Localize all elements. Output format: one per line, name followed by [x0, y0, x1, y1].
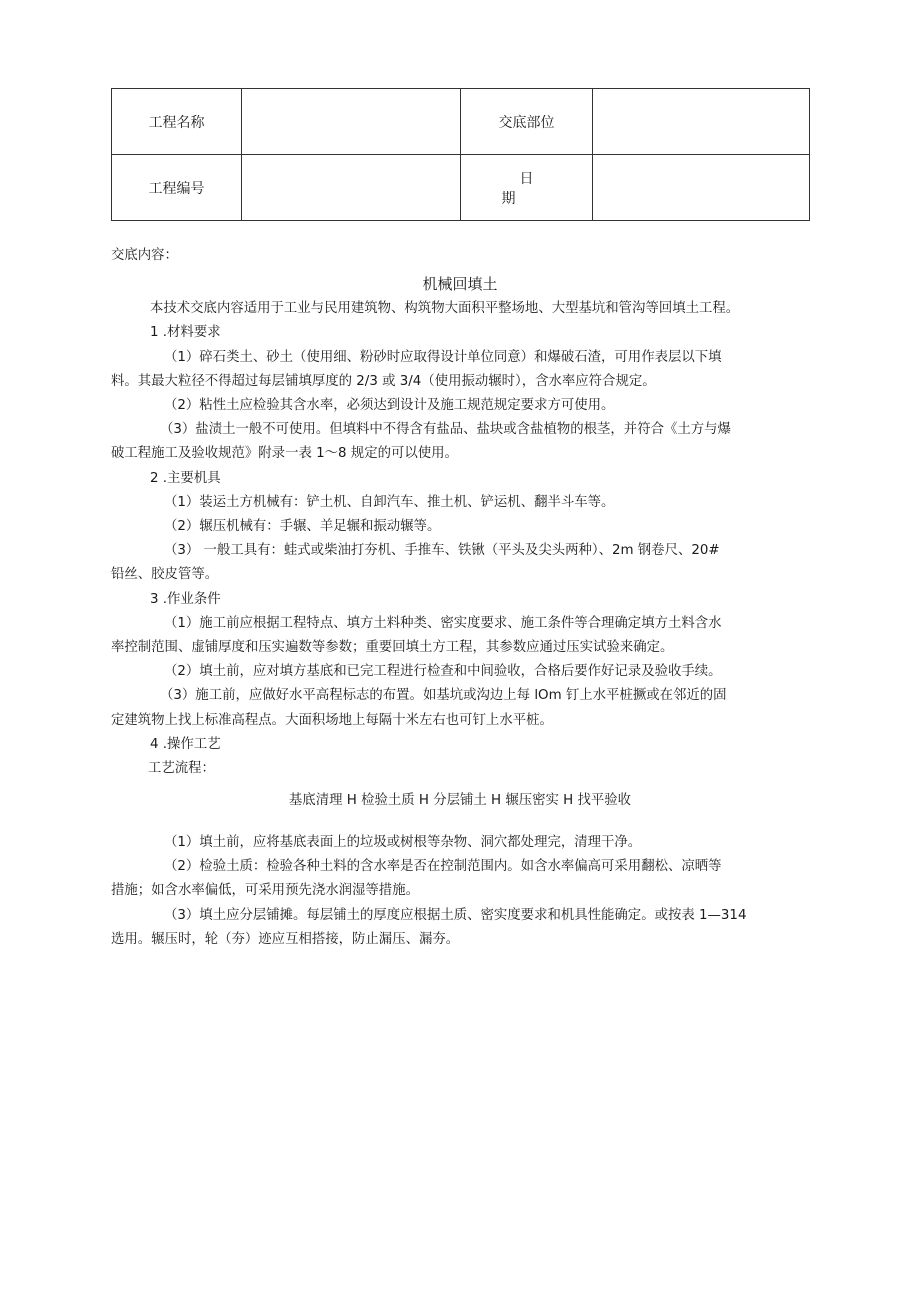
paragraph-line: 定建筑物上找上标准高程点。大面积场地上每隔十米左右也可钉上水平桩。	[111, 713, 553, 728]
section-heading: 3 .作业条件	[150, 592, 221, 607]
paragraph-line: （1）碎石类土、砂土（使用细、粉砂时应取得设计单位同意）和爆破石渣，可用作表层以下填	[164, 350, 722, 365]
paragraph-line: （2）填土前，应对填方基底和已完工程进行检查和中间验收，合格后要作好记录及验收手续。	[164, 664, 722, 679]
header-table	[111, 88, 810, 221]
paragraph-line: 工艺流程：	[148, 761, 215, 776]
project-name-value	[242, 89, 461, 155]
paragraph-line: 破工程施工及验收规范》附录一表 1～8 规定的可以使用。	[111, 446, 458, 461]
paragraph-line: 率控制范围、虚铺厚度和压实遍数等参数；重要回填土方工程，其参数应通过压实试验来确定。	[111, 640, 674, 655]
paragraph-line: （3） 一般工具有：蛙式或柴油打夯机、手推车、铁锹（平头及尖头两种）、2m 钢卷尺、20#	[164, 543, 720, 558]
process-flow: 基底清理 H 检验土质 H 分层铺土 H 辗压密实 H 找平验收	[288, 793, 632, 808]
paragraph-line: （1）装运土方机械有：铲土机、自卸汽车、推土机、铲运机、翻半斗车等。	[164, 495, 615, 510]
section-heading: 4 .操作工艺	[150, 737, 221, 752]
paragraph-line: （3）施工前，应做好水平高程标志的布置。如基坑或沟边上每 lOm 钉上水平桩撅或在邻近的固	[160, 688, 727, 703]
paragraph-line: （2）粘性土应检验其含水率，必须达到设计及施工规范规定要求方可使用。	[164, 398, 615, 413]
paragraph-line: （3）盐渍土一般不可使用。但填料中不得含有盐品、盐块或含盐植物的根茎，并符合《土方与爆	[160, 422, 731, 437]
paragraph-line: （2）检验土质：检验各种土料的含水率是否在控制范围内。如含水率偏高可采用翻松、凉晒等	[164, 859, 722, 874]
intro-label: 交底内容：	[111, 248, 178, 263]
handover-part-label: 交底部位	[461, 89, 593, 155]
project-name-label: 工程名称	[112, 89, 242, 155]
paragraph-line: （1）填土前，应将基底表面上的垃圾或树根等杂物、洞穴都处理完，清理干净。	[164, 835, 642, 850]
paragraph-line: 本技术交底内容适用于工业与民用建筑物、构筑物大面积平整场地、大型基坑和管沟等回填土工程。	[150, 301, 740, 316]
paragraph-line: （1）施工前应根据工程特点、填方土料种类、密实度要求、施工条件等合理确定填方土料含水	[164, 616, 722, 631]
date-label-text: 日期	[501, 170, 570, 207]
paragraph-line: 铅丝、胶皮管等。	[111, 567, 219, 582]
date-label	[461, 155, 593, 221]
project-no-label: 工程编号	[112, 155, 242, 221]
handover-part-value	[593, 89, 810, 155]
paragraph-line: 选用。辗压时，轮（夯）迹应互相搭接，防止漏压、漏夯。	[111, 932, 460, 947]
paragraph-line: 料。其最大粒径不得超过每层铺填厚度的 2/3 或 3/4（使用振动辗时），含水率应符合规定。	[111, 374, 656, 389]
paragraph-line: （3）填土应分层铺摊。每层铺土的厚度应根据土质、密实度要求和机具性能确定。或按表 1—314	[164, 908, 747, 923]
section-heading: 2 .主要机具	[150, 471, 221, 486]
table-row	[112, 89, 810, 155]
section-heading: 1 .材料要求	[150, 325, 221, 340]
table-row	[112, 155, 810, 221]
project-no-value	[242, 155, 461, 221]
date-value	[593, 155, 810, 221]
paragraph-line: （2）辗压机械有：手辗、羊足辗和振动辗等。	[164, 519, 441, 534]
document-title: 机械回填土	[422, 275, 498, 293]
paragraph-line: 措施；如含水率偏低，可采用预先浇水润湿等措施。	[111, 883, 419, 898]
